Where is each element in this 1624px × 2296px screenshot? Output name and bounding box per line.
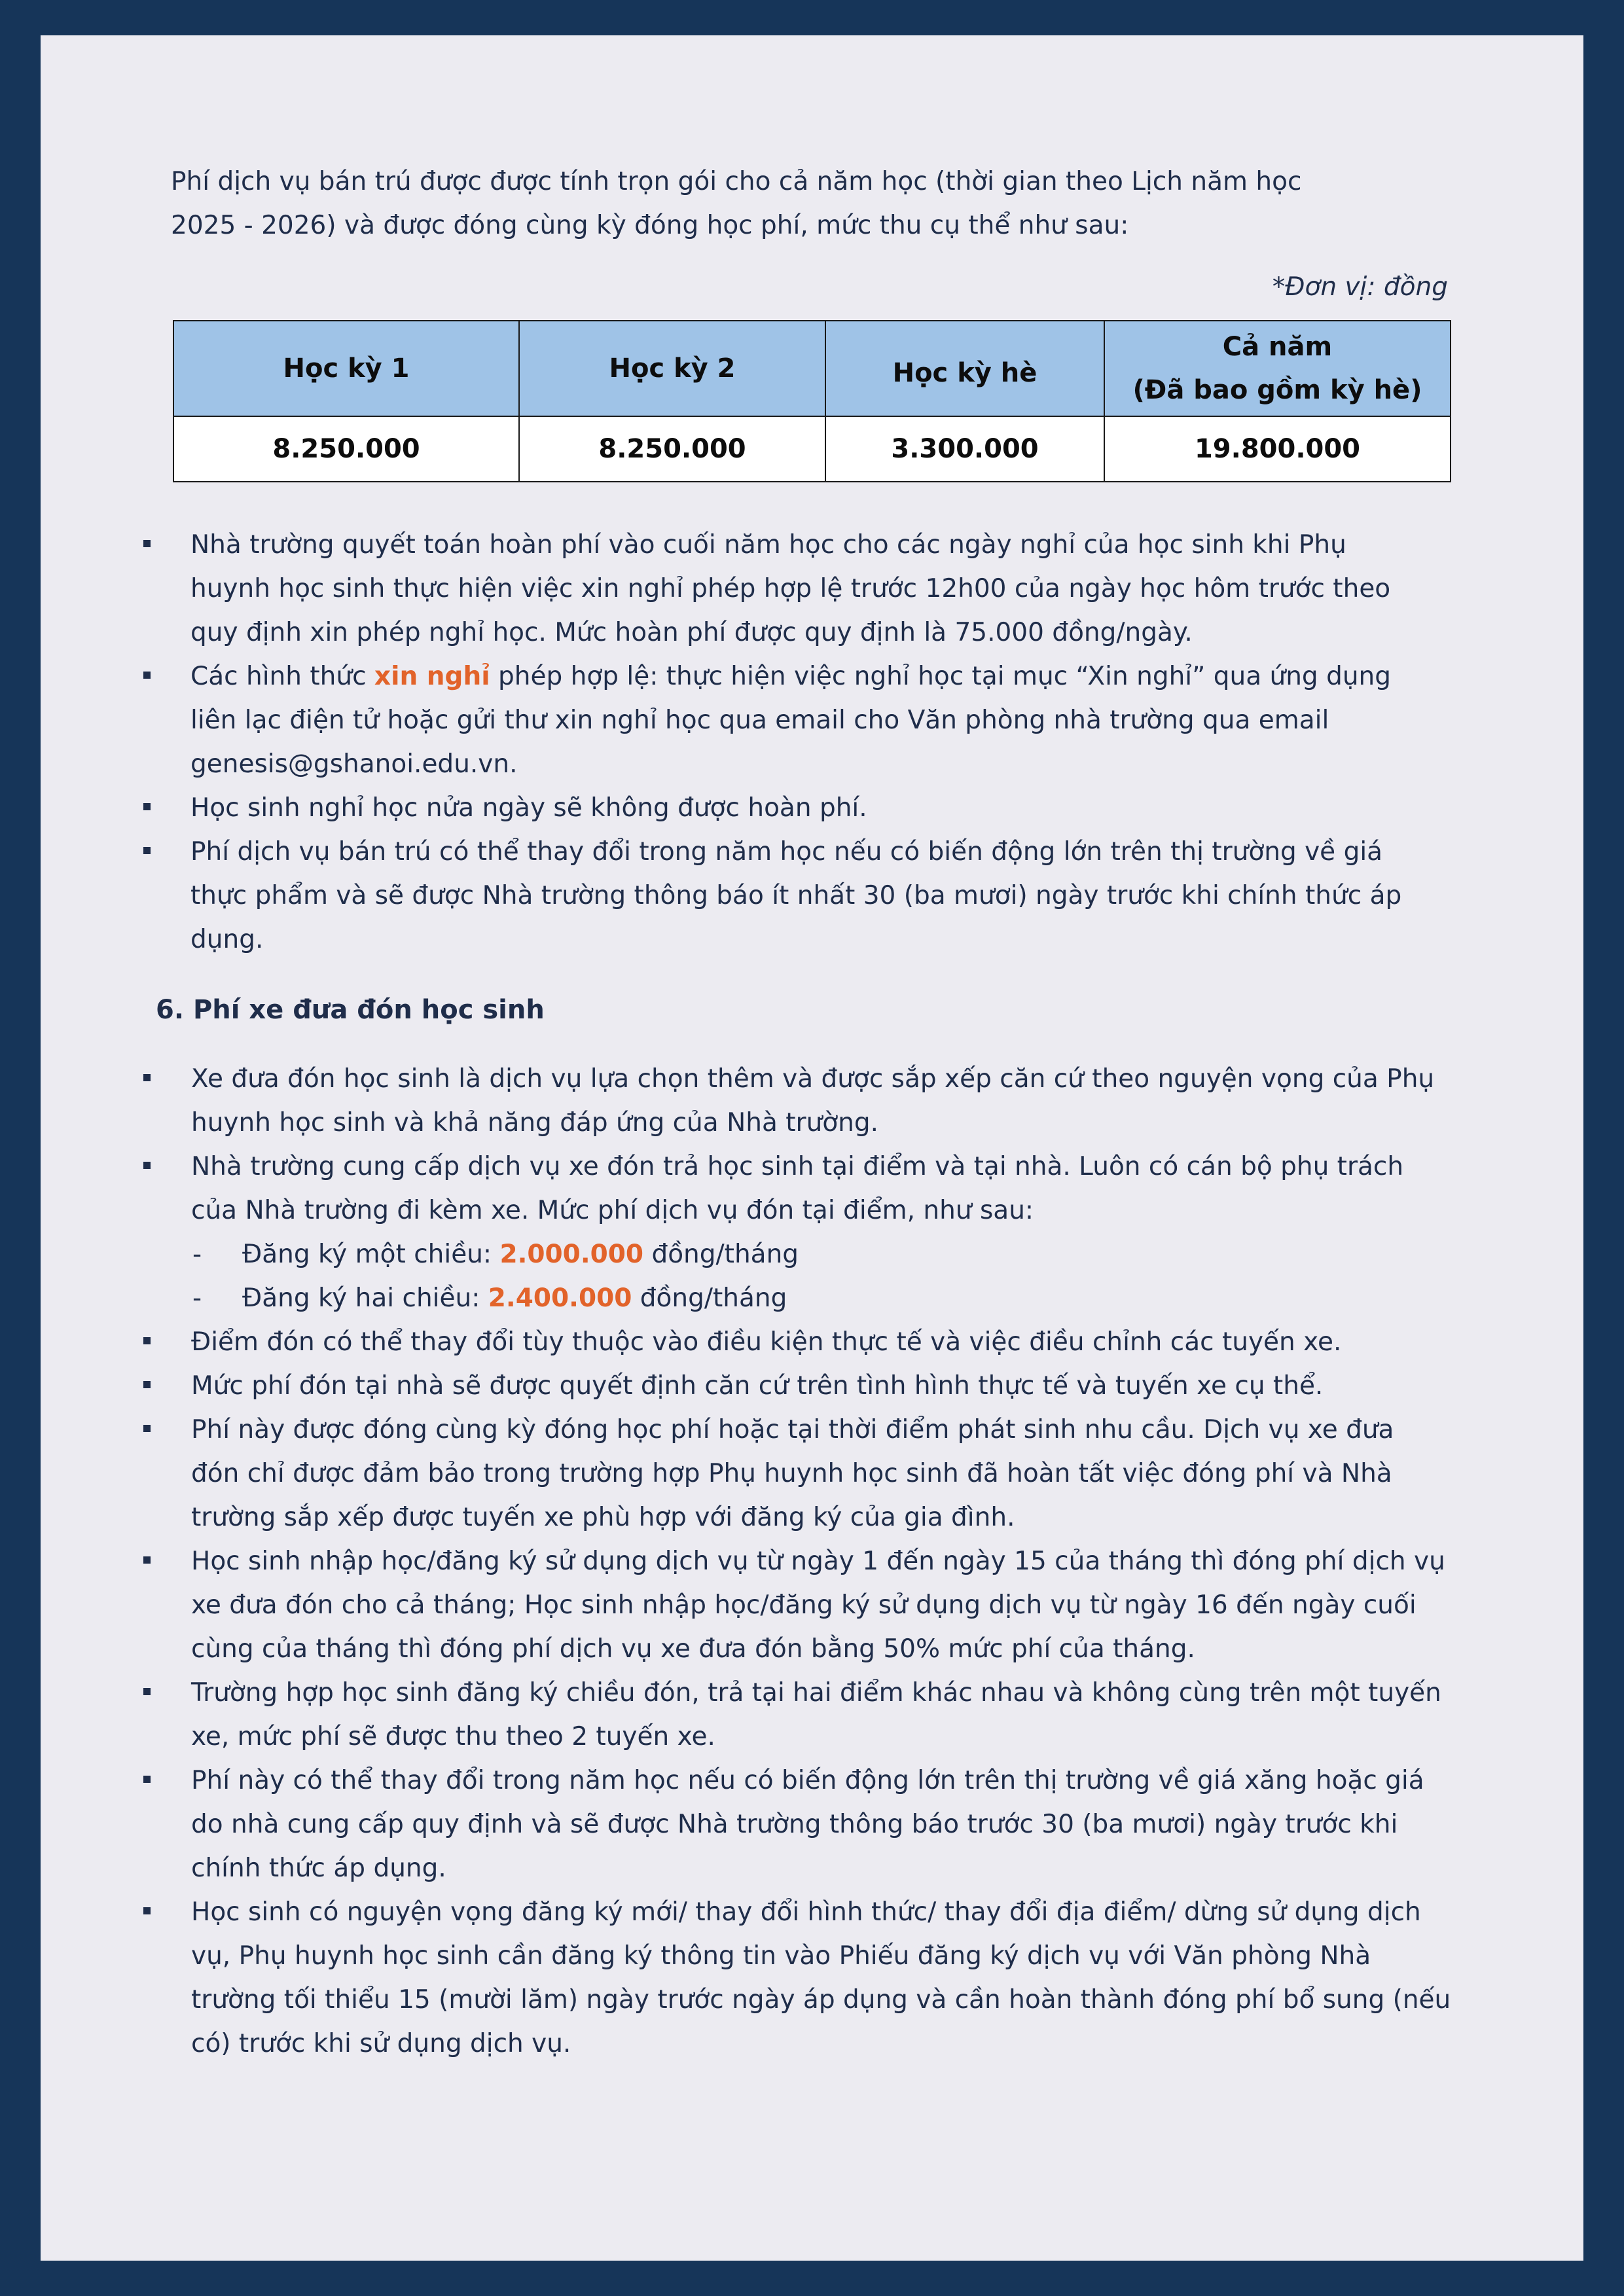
- bullet-marker: [143, 1907, 151, 1914]
- header-full-year-note: (Đã bao gồm kỳ hè): [1132, 375, 1422, 405]
- bullet-marker: [143, 1556, 151, 1564]
- bus-note-8-line-2: do nhà cung cấp quy định và sẽ được Nhà trường thông báo trước 30 (ba mươi) ngày trước khi: [191, 1810, 1398, 1839]
- bullet-marker: [143, 1776, 151, 1783]
- meal-note-3: Học sinh nghỉ học nửa ngày sẽ không được hoàn phí.: [190, 793, 867, 823]
- leave-request-highlight: xin nghỉ: [374, 662, 490, 691]
- unit-note: *Đơn vị: đồng: [1272, 272, 1448, 302]
- bus-note-1-line-2: huynh học sinh và khả năng đáp ứng của Nhà trường.: [191, 1108, 879, 1138]
- bus-note-2-line-1: Nhà trường cung cấp dịch vụ xe đón trả học sinh tại điểm và tại nhà. Luôn có cán bộ phụ trách: [191, 1152, 1404, 1181]
- header-term-1: Học kỳ 1: [173, 321, 519, 416]
- bullet-marker: [143, 1162, 151, 1169]
- bullet-marker: [143, 1337, 151, 1344]
- intro-line-1: Phí dịch vụ bán trú được được tính trọn gói cho cả năm học (thời gian theo Lịch năm học: [171, 167, 1302, 196]
- one-way-fee: [242, 1232, 799, 1276]
- school-email-link[interactable]: genesis@gshanoi.edu.vn.: [190, 749, 518, 779]
- bus-note-7-line-1: Trường hợp học sinh đăng ký chiều đón, trả tại hai điểm khác nhau và không cùng trên một tuyến: [191, 1678, 1441, 1708]
- one-way-label: Đăng ký một chiều:: [242, 1240, 500, 1269]
- bus-note-6-line-2: xe đưa đón cho cả tháng; Học sinh nhập học/đăng ký sử dụng dịch vụ từ ngày 16 đến ngày cuối: [191, 1590, 1416, 1620]
- value-term-2: 8.250.000: [519, 416, 825, 482]
- bullet-marker: [143, 1425, 151, 1432]
- bus-note-6-line-3: cùng của tháng thì đóng phí dịch vụ xe đưa đón bằng 50% mức phí của tháng.: [191, 1634, 1195, 1664]
- value-term-1: 8.250.000: [173, 416, 519, 482]
- meal-note-4-line-3: dụng.: [190, 925, 264, 954]
- bus-note-9-line-2: vụ, Phụ huynh học sinh cần đăng ký thông tin vào Phiếu đăng ký dịch vụ với Văn phòng Nhà: [191, 1941, 1371, 1971]
- bus-note-9-line-4: có) trước khi sử dụng dịch vụ.: [191, 2029, 571, 2058]
- meal-note-4-line-2: thực phẩm và sẽ được Nhà trường thông báo ít nhất 30 (ba mươi) ngày trước khi chính thức áp: [190, 881, 1402, 910]
- dash-marker: -: [192, 1240, 202, 1269]
- header-full-year-title: Cả năm: [1222, 332, 1333, 362]
- bullet-marker: [143, 1074, 151, 1081]
- bus-note-5-line-2: đón chỉ được đảm bảo trong trường hợp Phụ huynh học sinh đã hoàn tất việc đóng phí và Nhà: [191, 1459, 1392, 1488]
- two-way-fee: [242, 1276, 787, 1320]
- meal-note-4-line-1: Phí dịch vụ bán trú có thể thay đổi trong năm học nếu có biến động lớn trên thị trường về giá: [190, 837, 1383, 867]
- meal-note-1-line-3: quy định xin phép nghỉ học. Mức hoàn phí được quy định là 75.000 đồng/ngày.: [190, 618, 1193, 647]
- meal-note-2-line-1: [190, 655, 1391, 698]
- meal-note-2-line-2: liên lạc điện tử hoặc gửi thư xin nghỉ học qua email cho Văn phòng nhà trường qua email: [190, 706, 1329, 735]
- bus-note-3: Điểm đón có thể thay đổi tùy thuộc vào điều kiện thực tế và việc điều chỉnh các tuyến xe.: [191, 1327, 1342, 1357]
- bus-note-5-line-1: Phí này được đóng cùng kỳ đóng học phí hoặc tại thời điểm phát sinh nhu cầu. Dịch vụ xe đưa: [191, 1415, 1394, 1444]
- bullet-marker: [143, 672, 151, 679]
- dash-marker: -: [192, 1283, 202, 1313]
- two-way-unit: đồng/tháng: [632, 1283, 787, 1313]
- table-row: [173, 416, 1451, 482]
- meal-fee-table: [173, 320, 1451, 482]
- meal-note-2-post: phép hợp lệ: thực hiện việc nghỉ học tại mục “Xin nghỉ” qua ứng dụng: [490, 662, 1392, 691]
- table-header-row: [173, 321, 1451, 416]
- bus-note-5-line-3: trường sắp xếp được tuyến xe phù hợp với đăng ký của gia đình.: [191, 1503, 1015, 1532]
- bus-note-9-line-3: trường tối thiểu 15 (mười lăm) ngày trước ngày áp dụng và cần hoàn thành đóng phí bổ sung (nếu: [191, 1985, 1451, 2015]
- section-heading-bus-fee: 6. Phí xe đưa đón học sinh: [156, 995, 545, 1025]
- bus-note-8-line-1: Phí này có thể thay đổi trong năm học nếu có biến động lớn trên thị trường về giá xăng hoặc giá: [191, 1766, 1424, 1795]
- bus-note-2-line-2: của Nhà trường đi kèm xe. Mức phí dịch vụ đón tại điểm, như sau:: [191, 1196, 1034, 1225]
- meal-note-1-line-2: huynh học sinh thực hiện việc xin nghỉ phép hợp lệ trước 12h00 của ngày học hôm trước theo: [190, 574, 1391, 603]
- value-summer-term: 3.300.000: [825, 416, 1104, 482]
- document-page: [41, 35, 1583, 2261]
- header-term-2: Học kỳ 2: [519, 321, 825, 416]
- bus-note-7-line-2: xe, mức phí sẽ được thu theo 2 tuyến xe.: [191, 1722, 715, 1751]
- header-summer-term: Học kỳ hè: [825, 321, 1104, 416]
- meal-note-2-pre: Các hình thức: [190, 662, 374, 691]
- bus-note-9-line-1: Học sinh có nguyện vọng đăng ký mới/ thay đổi hình thức/ thay đổi địa điểm/ dừng sử dụng dịch: [191, 1897, 1421, 1927]
- two-way-price: 2.400.000: [488, 1283, 632, 1313]
- bullet-marker: [143, 847, 151, 854]
- bullet-marker: [143, 540, 151, 547]
- bullet-marker: [143, 803, 151, 810]
- meal-note-1-line-1: Nhà trường quyết toán hoàn phí vào cuối năm học cho các ngày nghỉ của học sinh khi Phụ: [190, 530, 1346, 560]
- bullet-marker: [143, 1381, 151, 1388]
- bullet-marker: [143, 1688, 151, 1695]
- intro-line-2: 2025 - 2026) và được đóng cùng kỳ đóng học phí, mức thu cụ thể như sau:: [171, 211, 1129, 240]
- bus-note-1-line-1: Xe đưa đón học sinh là dịch vụ lựa chọn thêm và được sắp xếp căn cứ theo nguyện vọng của Phụ: [191, 1064, 1435, 1094]
- bus-note-8-line-3: chính thức áp dụng.: [191, 1854, 446, 1883]
- one-way-price: 2.000.000: [499, 1240, 644, 1269]
- header-full-year: [1104, 321, 1451, 416]
- value-full-year: 19.800.000: [1104, 416, 1451, 482]
- bus-note-6-line-1: Học sinh nhập học/đăng ký sử dụng dịch vụ từ ngày 1 đến ngày 15 của tháng thì đóng phí dịch vụ: [191, 1547, 1445, 1576]
- two-way-label: Đăng ký hai chiều:: [242, 1283, 488, 1313]
- bus-note-4: Mức phí đón tại nhà sẽ được quyết định căn cứ trên tình hình thực tế và tuyến xe cụ thể.: [191, 1371, 1324, 1401]
- one-way-unit: đồng/tháng: [643, 1240, 799, 1269]
